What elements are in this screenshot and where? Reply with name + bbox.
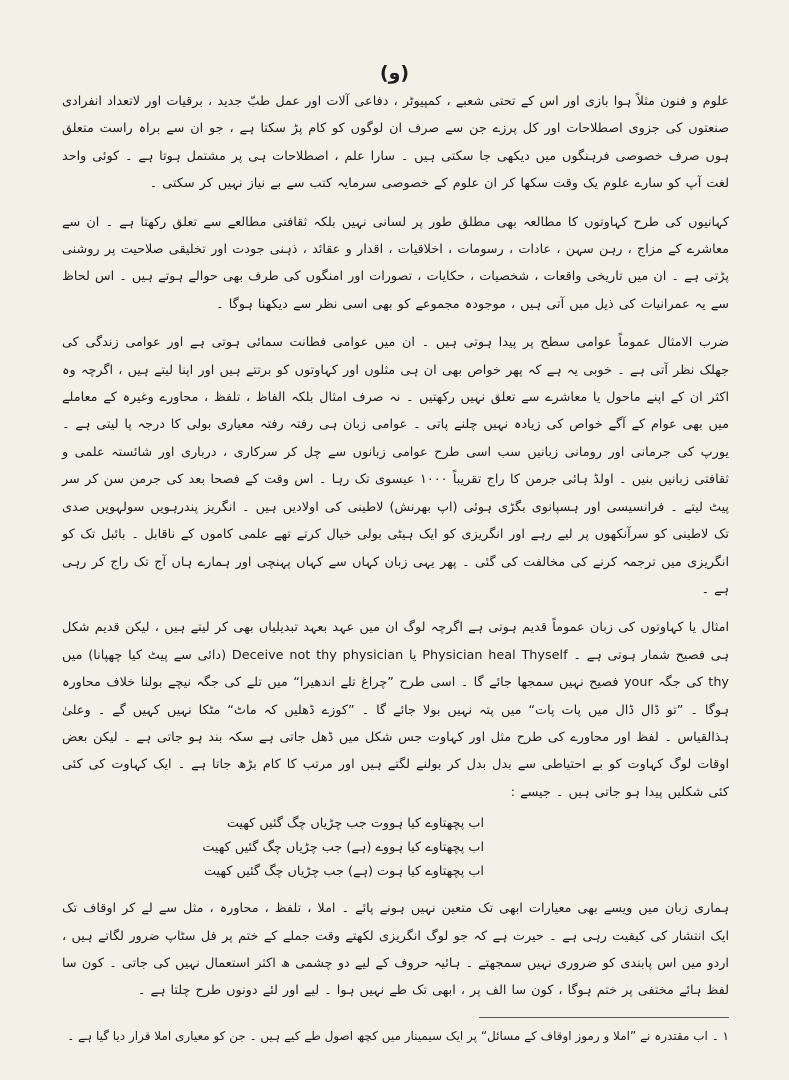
paragraph-folk-origin: ضرب الامثال عموماً عوامی سطح پر پیدا ہوتی ہیں ۔ ان میں عوامی فطانت سمائی ہوتی ہے اور عوامی زندگی کی جھلک نظر آتی ہے ۔ خوبی یہ ہے کہ پھر خواص بھی ان ہی مثلوں اور کہاوتوں کو برتتے ہیں اور اپنا لیتے ہیں ، اگرچہ وہ اکثر ان کے اپنے ماحول یا معاشرے سے تعلق نہیں رکھتیں ۔ نہ صرف امثال بلکہ الفاظ ، تلفظ ، محاورے وغیرہ کے معاملے میں بھی عوام کے آگے خواص کی زیادہ نہیں چلنے پاتی ۔ عوامی زبان ہی رفتہ رفتہ معیاری بولی کا درجہ پا لیتی ہے ۔ یورپ کی جرمانی اور رومانی زبانیں سب اسی طرح عوامی زبانوں سے چل کر سرکاری ، درباری اور شائستہ علمی و ثقافتی زبانیں بنیں ۔ اولڈ ہائی جرمن کا راج تقریباً ۱۰۰۰ عیسوی تک رہا ۔ اس وقت کے فصحا بعد کی جرمن سن کر سر پیٹ لیتے ۔ فرانسیسی اور ہسپانوی بگڑی ہوئی (اپ بھرنش) لاطینی کی اولادیں ہیں ۔ انگریز پندرہویں سولہویں صدی تک لاطینی کو سرآنکھوں پر لیے رہے اور انگریزی کو ایک ہیٹی بولی خیال کرتے تھے علمی کاموں کے ناقابل ۔ بائبل تک کو انگریزی میں ترجمہ کرنے کی مخالفت کی گئی ۔ پھر یہی زبان کہاں سے کہاں پہنچی اور ہمارے ہاں آج تک راج کر رہی ہے ۔ xyxy=(62,335,729,597)
paragraph-proverb-language: امثال یا کہاوتوں کی زبان عموماً قدیم ہوتی ہے اگرچہ لوگ ان میں عہد بعہد تبدیلیاں بھی کر لیتے ہیں ، لیکن قدیم شکل ہی فصیح شمار ہوتی ہے ۔ Physician heal Thyself یا Deceive not thy physician (دائی سے پیٹ کیا چھپانا) میں thy کی جگہ your فصیح نہیں سمجھا جائے گا ۔ اسی طرح ”چراغ تلے اندھیرا“ میں تلے کی جگہ نیچے بولنا خلاف محاورہ ہوگا ۔ ”تو ڈال ڈال میں پات پات“ میں پتہ نہیں بولا جائے گا ۔ ”کوزے ڈھلیں کہ ماٹ“ مٹکا نہیں کہیں گے ۔ وعلیٰ ہذالقیاس ۔ لفظ اور محاورے کی طرح مثل اور کہاوت جس شکل میں ڈھل جاتی ہے سکہ بند ہو جاتی ہے ۔ لیکن بعض اوقات لوگ کہاوت کو بے احتیاطی سے بدل بدل کر بولنے لگتے ہیں اور مرتب کا کام بڑھ جاتا ہے ۔ ایک کہاوت کی کئی کئی شکلیں پیدا ہو جاتی ہیں ۔ جیسے : xyxy=(62,620,729,800)
proverb-variant: اب پچھتاوے کیا ہوت (ہے) جب چڑیاں چگ گئیں کھیت xyxy=(203,864,484,880)
footnote: ۱ ۔ اب مقتدرہ نے ”املا و رموز اوقاف کے مسائل“ پر ایک سیمینار میں کچھ اصول طے کیے ہیں ۔ جن کو معیاری املا قرار دیا گیا ہے ۔ xyxy=(67,1028,729,1043)
page-number: (و) xyxy=(379,62,410,84)
proverb-variant: اب پچھتاوے کیا ہووے (ہے) جب چڑیاں چگ گئیں کھیت xyxy=(202,840,484,856)
paragraph-technical-terms: علوم و فنون مثلاً ہوا بازی اور اس کے تحتی شعبے ، کمپیوٹر ، دفاعی آلات اور عمل طبّ جدید ، برقیات اور لاتعداد انفرادی صنعتوں کی جزوی اصطلاحات اور کل پرزے جن سے صرف ان لوگوں کو کام پڑ سکتا ہے ، جو ان سے براہ راست متعلق ہوں صرف خصوصی فرہنگوں میں دیکھی جا سکتی ہیں ۔ سارا علم ، اصطلاحات ہی پر مشتمل ہوتا ہے ۔ کوئی واحد لغت آپ کو سارے علوم یک وقت سکھا کر ان علوم کے خصوصی سرمایہ کتب سے بے نیاز نہیں کر سکتی ۔ xyxy=(62,94,729,192)
proverb-variants xyxy=(62,812,729,884)
page-body xyxy=(62,88,729,1049)
paragraph-standards: ہماری زبان میں ویسے بھی معیارات ابھی تک متعین نہیں ہونے پائے ۔ املا ، تلفظ ، محاورہ ، مثل سے لے کر اوقاف تک ایک انتشار کی کیفیت رہی ہے ۔ حیرت ہے کہ جو لوگ انگریزی لکھتے وقت جملے کے ختم پر فل سٹاپ ضرور لگاتے ہیں ، اردو میں اس پابندی کو ضروری نہیں سمجھتے ۔ ہائیہ حروف کے لیے دو چشمی ھ اکثر استعمال نہیں کی جاتی ۔ کون سا لفظ ہائے مختفی پر ختم ہوگا ، کون سا الف پر ، ابھی تک طے نہیں ہوا ۔ لیے اور لئے دونوں طرح چلتا ہے ۔ xyxy=(62,901,729,999)
footnote-divider xyxy=(479,1017,729,1018)
proverb-variant: اب پچھتاوے کیا ہووت جب چڑیاں چگ گئیں کھیت xyxy=(226,816,484,832)
paragraph-proverbs-culture: کہانیوں کی طرح کہاوتوں کا مطالعہ بھی مطلق طور پر لسانی نہیں بلکہ ثقافتی مطالعے سے تعلق رکھتا ہے ۔ ان سے معاشرے کے مزاج ، رہن سہن ، عادات ، رسومات ، اخلاقیات ، اقدار و عقائد ، ذہنی جودت اور تخلیقی صلاحیت پر روشنی پڑتی ہے ۔ ان میں تاریخی واقعات ، شخصیات ، حکایات ، تصورات اور امنگوں کی طرف بھی حوالے ہوتے ہیں ۔ اس لحاظ سے یہ عمرانیات کی ذیل میں آتی ہیں ، موجودہ مجموعے کو بھی اسی نظر سے دیکھنا ہوگا ۔ xyxy=(62,214,729,312)
